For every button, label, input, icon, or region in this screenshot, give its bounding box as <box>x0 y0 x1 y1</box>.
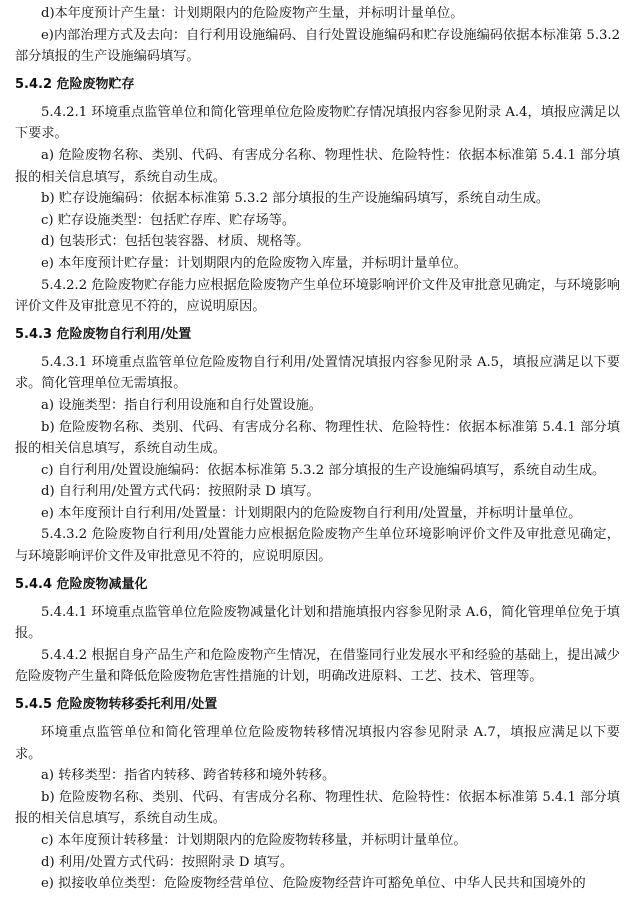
para-5-4-2-1: 5.4.2.1 环境重点监管单位和简化管理单位危险废物贮存情况填报内容参见附录 A.4，填报应满足以下要求。 <box>15 104 620 142</box>
item-5-4-5-b: b) 危险废物名称、类别、代码、有害成分名称、物理性状、危险特性：依据本标准第 5.4.1 部分填报的相关信息填写，系统自动生成。 <box>15 789 620 827</box>
item-5-4-3-c: c) 自行利用/处置设施编码：依据本标准第 5.3.2 部分填报的生产设施编码填写，系统自动生成。 <box>41 462 606 478</box>
item-5-4-3-d: d) 自行利用/处置方式代码：按照附录 D 填写。 <box>41 484 320 500</box>
para-5-4-5-intro: 环境重点监管单位和简化管理单位危险废物转移情况填报内容参见附录 A.7，填报应满足以下要求。 <box>15 725 620 762</box>
item-5-4-2-a: a) 危险废物名称、类别、代码、有害成分名称、物理性状、危险特性：依据本标准第 5.4.1 部分填报的相关信息填写，系统自动生成。 <box>15 147 620 185</box>
heading-5-4-2: 5.4.2 危险废物贮存 <box>15 76 135 92</box>
para-5-4-3-1: 5.4.3.1 环境重点监管单位危险废物自行利用/处置情况填报内容参见附录 A.5，填报应满足以下要求。简化管理单位无需填报。 <box>15 354 620 392</box>
item-5-4-2-c: c) 贮存设施类型：包括贮存库、贮存场等。 <box>41 212 296 228</box>
item-d-generation-amount: d)本年度预计产生量：计划期限内的危险废物产生量，并标明计量单位。 <box>41 6 464 21</box>
item-5-4-5-a: a) 转移类型：指省内转移、跨省转移和境外转移。 <box>41 768 336 784</box>
heading-5-4-4: 5.4.4 危险废物减量化 <box>15 576 148 592</box>
para-5-4-3-2: 5.4.3.2 危险废物自行利用/处置能力应根据危险废物产生单位环境影响评价文件及审批意见确定，与环境影响评价文件及审批意见不符的，应说明原因。 <box>15 527 620 565</box>
item-5-4-2-d: d) 包装形式：包括包装容器、材质、规格等。 <box>41 234 310 250</box>
para-5-4-4-2: 5.4.4.2 根据自身产品生产和危险废物产生情况，在借鉴同行业发展水平和经验的基础上，提出减少危险废物产生量和降低危险废物危害性措施的计划，明确改进原料、工艺、技术、管理等。 <box>15 647 620 685</box>
item-e-internal-treatment: e)内部治理方式及去向：自行利用设施编码、自行处置设施编码和贮存设施编码依据本标准第 5.3.2 部分填报的生产设施编码填写。 <box>15 27 620 65</box>
item-5-4-5-e: e) 拟接收单位类型：危险废物经营单位、危险废物经营许可豁免单位、中华人民共和国境外的 <box>41 876 586 892</box>
item-5-4-2-b: b) 贮存设施编码：依据本标准第 5.3.2 部分填报的生产设施编码填写，系统自动生成。 <box>41 191 550 207</box>
heading-5-4-3: 5.4.3 危险废物自行利用/处置 <box>15 326 192 342</box>
item-5-4-3-a: a) 设施类型：指自行利用设施和自行处置设施。 <box>41 397 322 413</box>
heading-5-4-5: 5.4.5 危险废物转移委托利用/处置 <box>15 697 218 713</box>
item-5-4-3-e: e) 本年度预计自行利用/处置量：计划期限内的危险废物自行利用/处置量，并标明计量单位。 <box>41 505 582 521</box>
item-5-4-3-b: b) 危险废物名称、类别、代码、有害成分名称、物理性状、危险特性：依据本标准第 5.4.1 部分填报的相关信息填写，系统自动生成。 <box>15 419 620 457</box>
item-5-4-2-e: e) 本年度预计贮存量：计划期限内的危险废物入库量，并标明计量单位。 <box>41 255 467 271</box>
para-5-4-2-2: 5.4.2.2 危险废物贮存能力应根据危险废物产生单位环境影响评价文件及审批意见确定，与环境影响评价文件及审批意见不符的，应说明原因。 <box>15 277 620 315</box>
item-5-4-5-c: c) 本年度预计转移量：计划期限内的危险废物转移量，并标明计量单位。 <box>41 833 467 848</box>
item-5-4-5-d: d) 利用/处置方式代码：按照附录 D 填写。 <box>41 854 294 870</box>
para-5-4-4-1: 5.4.4.1 环境重点监管单位危险废物减量化计划和措施填报内容参见附录 A.6，简化管理单位免于填报。 <box>15 604 620 642</box>
